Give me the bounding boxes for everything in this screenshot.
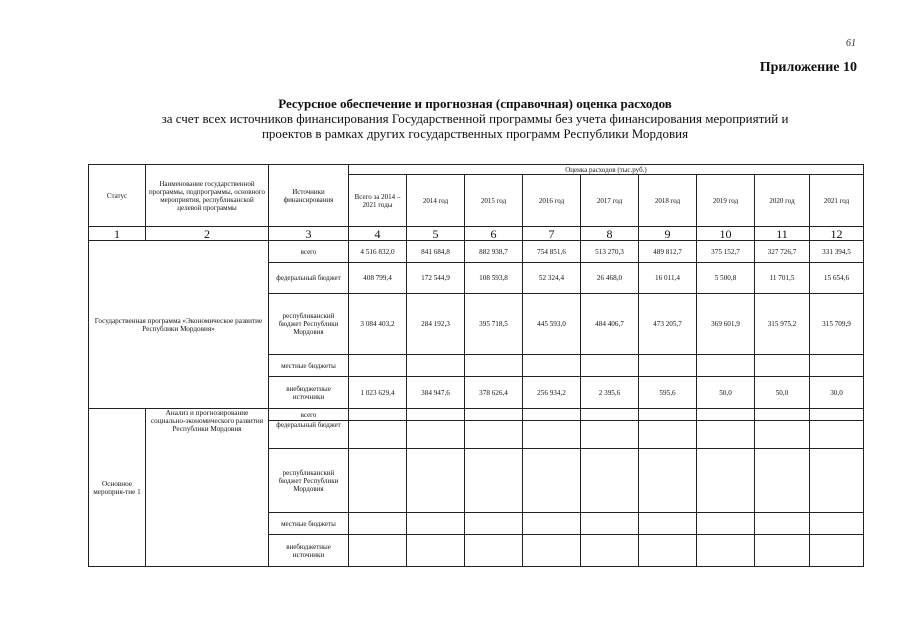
value-cell: 2 395,6 (581, 377, 639, 409)
value-cell: 284 192,3 (407, 294, 465, 355)
value-cell (349, 449, 407, 513)
column-index: 8 (581, 227, 639, 241)
value-cell: 26 468,0 (581, 263, 639, 294)
header-year: 2017 год (581, 175, 639, 227)
value-cell (465, 409, 523, 421)
value-cell (697, 409, 755, 421)
value-cell: 384 947,6 (407, 377, 465, 409)
value-cell (697, 513, 755, 535)
value-cell (697, 449, 755, 513)
value-cell: 445 593,0 (523, 294, 581, 355)
value-cell (523, 409, 581, 421)
value-cell (639, 513, 697, 535)
value-cell: 331 394,5 (810, 241, 864, 263)
source-cell: федеральный бюджет (269, 421, 349, 449)
value-cell: 315 709,9 (810, 294, 864, 355)
page-number: 61 (846, 38, 856, 49)
column-index: 5 (407, 227, 465, 241)
value-cell: 882 938,7 (465, 241, 523, 263)
appendix-label: Приложение 10 (759, 60, 857, 75)
value-cell (407, 355, 465, 377)
document-title: Ресурсное обеспечение и прогнозная (справочная) оценка расходов (278, 96, 672, 111)
source-cell: местные бюджеты (269, 513, 349, 535)
value-cell (810, 449, 864, 513)
value-cell (639, 355, 697, 377)
value-cell: 172 544,9 (407, 263, 465, 294)
source-cell: внебюджетные источники (269, 535, 349, 567)
value-cell (755, 513, 810, 535)
column-index: 10 (697, 227, 755, 241)
value-cell (810, 513, 864, 535)
value-cell: 50,0 (697, 377, 755, 409)
value-cell (639, 409, 697, 421)
value-cell (407, 449, 465, 513)
value-cell: 375 152,7 (697, 241, 755, 263)
source-cell: внебюджетные источники (269, 377, 349, 409)
value-cell (349, 421, 407, 449)
value-cell: 256 934,2 (523, 377, 581, 409)
column-index: 12 (810, 227, 864, 241)
value-cell (465, 355, 523, 377)
value-cell (639, 535, 697, 567)
value-cell: 11 701,5 (755, 263, 810, 294)
value-cell (523, 535, 581, 567)
value-cell (407, 513, 465, 535)
value-cell (639, 449, 697, 513)
value-cell: 473 205,7 (639, 294, 697, 355)
value-cell (755, 355, 810, 377)
header-year: 2015 год (465, 175, 523, 227)
value-cell: 108 593,8 (465, 263, 523, 294)
header-sources: Источники финансирования (269, 165, 349, 227)
value-cell (523, 421, 581, 449)
value-cell (465, 513, 523, 535)
document-subtitle-line2: проектов в рамках других государственных программ Республики Мордовия (261, 126, 689, 141)
value-cell: 489 812,7 (639, 241, 697, 263)
value-cell (581, 449, 639, 513)
source-cell: республиканский бюджет Республики Мордовия (269, 449, 349, 513)
header-year: 2016 год (523, 175, 581, 227)
value-cell (755, 535, 810, 567)
value-cell: 50,0 (755, 377, 810, 409)
value-cell (810, 409, 864, 421)
program-name-cell: Государственная программа «Экономическое развитие Республики Мордовия» (89, 241, 269, 409)
column-index: 1 (89, 227, 146, 241)
value-cell (697, 421, 755, 449)
value-cell: 5 500,8 (697, 263, 755, 294)
value-cell (581, 513, 639, 535)
value-cell (465, 421, 523, 449)
source-cell: республиканский бюджет Республики Мордовия (269, 294, 349, 355)
value-cell (523, 513, 581, 535)
header-year: 2018 год (639, 175, 697, 227)
column-index: 2 (146, 227, 269, 241)
table-row (89, 241, 864, 263)
value-cell: 3 084 403,2 (349, 294, 407, 355)
document-subtitle-line1: за счет всех источников финансирования Государственной программы без учета финансирования мероприятий и (161, 111, 789, 126)
value-cell (349, 355, 407, 377)
value-cell (349, 409, 407, 421)
column-index: 9 (639, 227, 697, 241)
value-cell: 1 023 629,4 (349, 377, 407, 409)
value-cell (810, 535, 864, 567)
value-cell (407, 409, 465, 421)
value-cell (523, 449, 581, 513)
table-row (89, 409, 864, 421)
value-cell (639, 421, 697, 449)
header-year: 2020 год (755, 175, 810, 227)
value-cell: 52 324,4 (523, 263, 581, 294)
value-cell: 841 684,8 (407, 241, 465, 263)
column-index: 7 (523, 227, 581, 241)
header-name: Наименование государственной программы, подпрограммы, основного мероприятия, республиканской целевой программы (146, 165, 269, 227)
value-cell (407, 421, 465, 449)
value-cell (581, 409, 639, 421)
value-cell (465, 535, 523, 567)
header-status: Статус (89, 165, 146, 227)
value-cell (349, 513, 407, 535)
budget-table (88, 164, 864, 567)
value-cell: 16 011,4 (639, 263, 697, 294)
value-cell: 315 975,2 (755, 294, 810, 355)
value-cell (581, 421, 639, 449)
value-cell: 754 851,6 (523, 241, 581, 263)
value-cell: 327 726,7 (755, 241, 810, 263)
status-cell: Основное мероприя-тие 1 (89, 409, 146, 567)
measure-name-cell: Анализ и прогнозирование социально-экономического развития Республики Мордовия (146, 409, 269, 567)
source-cell: всего (269, 241, 349, 263)
value-cell (581, 535, 639, 567)
title-block (90, 96, 860, 141)
header-total: Всего за 2014 – 2021 годы (349, 175, 407, 227)
value-cell: 408 799,4 (349, 263, 407, 294)
value-cell (697, 355, 755, 377)
value-cell: 30,0 (810, 377, 864, 409)
header-estimate: Оценка расходов (тыс.руб.) (349, 165, 864, 175)
source-cell: местные бюджеты (269, 355, 349, 377)
value-cell (697, 535, 755, 567)
value-cell (465, 449, 523, 513)
value-cell: 369 601,9 (697, 294, 755, 355)
source-cell: всего (269, 409, 349, 421)
column-index: 4 (349, 227, 407, 241)
source-cell: федеральный бюджет (269, 263, 349, 294)
value-cell: 513 270,3 (581, 241, 639, 263)
header-year: 2019 год (697, 175, 755, 227)
column-index: 3 (269, 227, 349, 241)
value-cell (755, 421, 810, 449)
value-cell: 378 626,4 (465, 377, 523, 409)
column-index: 6 (465, 227, 523, 241)
header-year: 2021 год (810, 175, 864, 227)
value-cell (581, 355, 639, 377)
value-cell (755, 449, 810, 513)
value-cell (755, 409, 810, 421)
value-cell (407, 535, 465, 567)
value-cell (810, 355, 864, 377)
value-cell (523, 355, 581, 377)
value-cell: 395 718,5 (465, 294, 523, 355)
value-cell: 4 516 832,0 (349, 241, 407, 263)
value-cell: 595,6 (639, 377, 697, 409)
header-year: 2014 год (407, 175, 465, 227)
value-cell (810, 421, 864, 449)
value-cell: 484 406,7 (581, 294, 639, 355)
column-index: 11 (755, 227, 810, 241)
value-cell (349, 535, 407, 567)
value-cell: 15 654,6 (810, 263, 864, 294)
